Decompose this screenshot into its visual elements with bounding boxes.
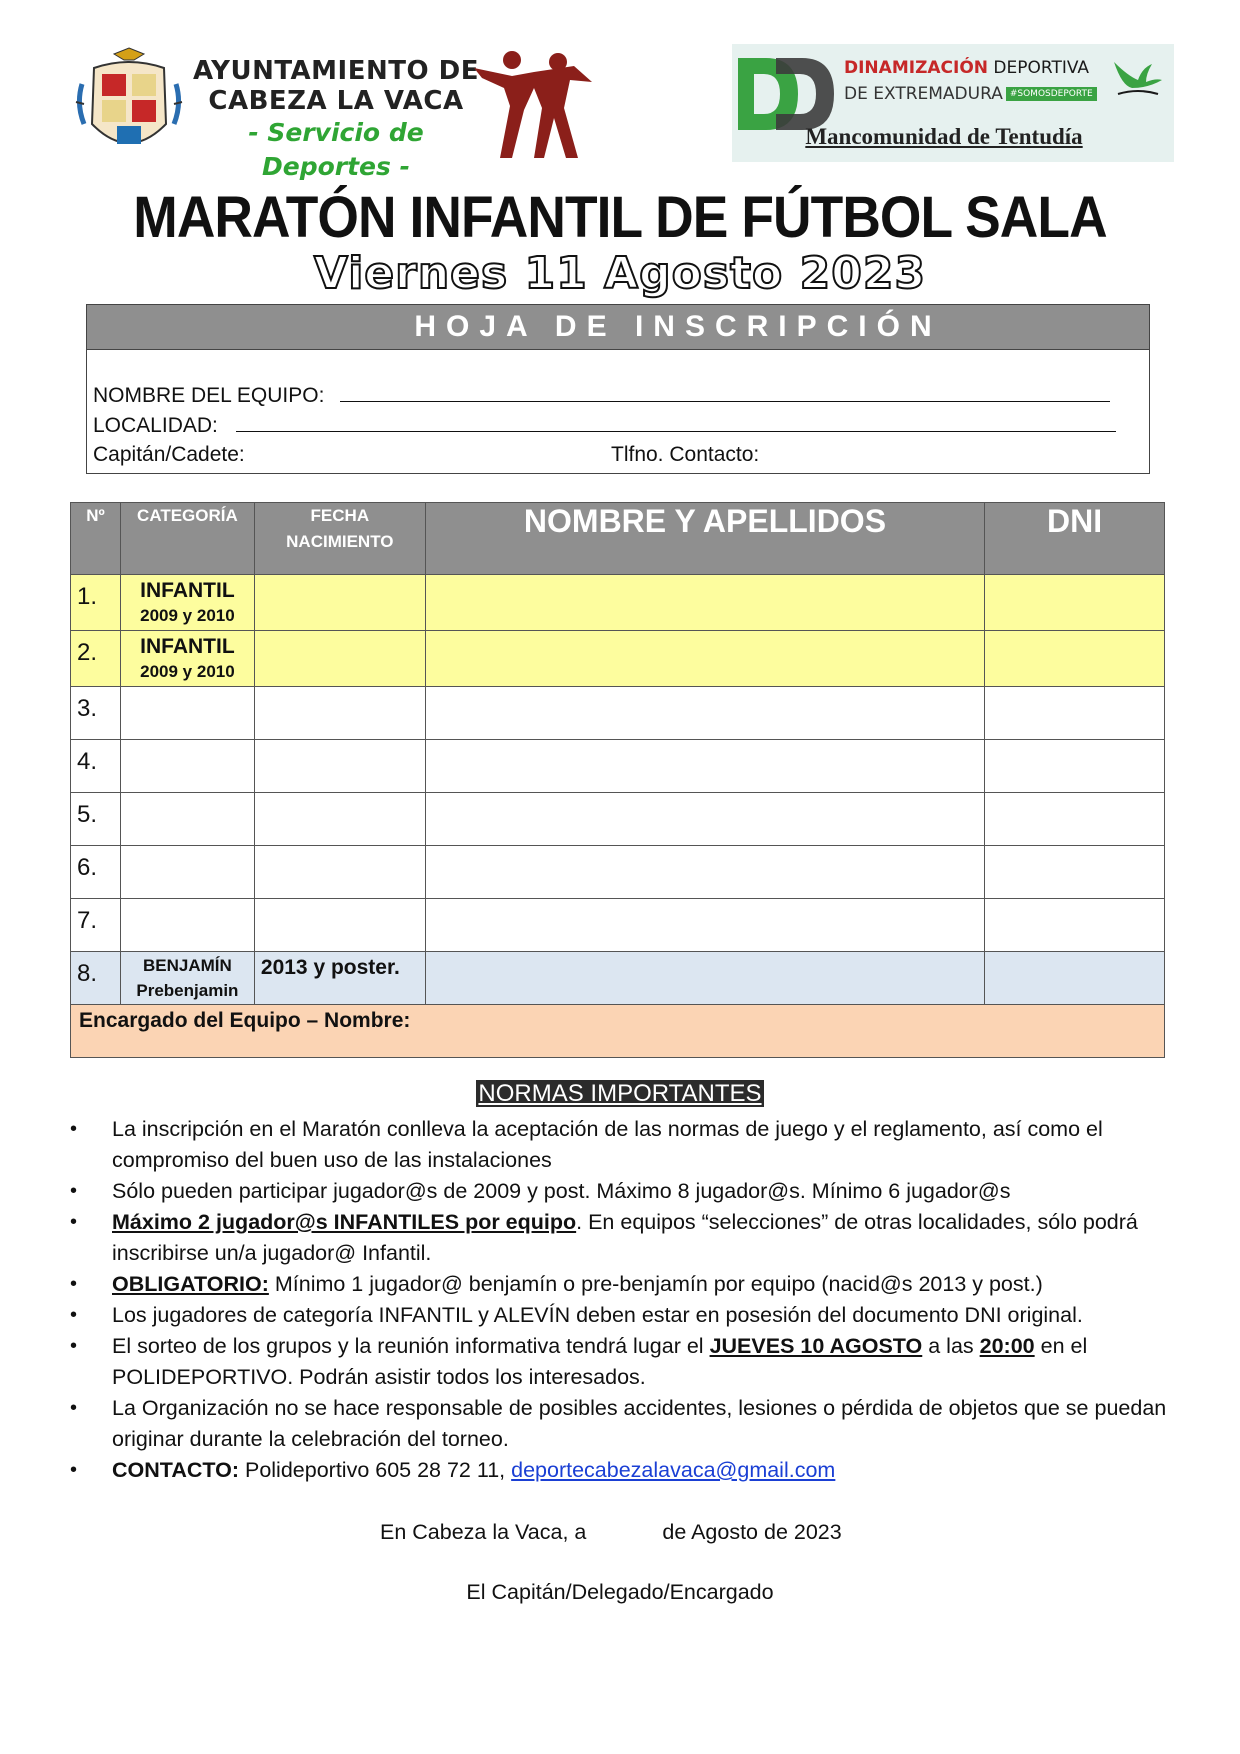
name-cell[interactable] <box>425 952 984 1005</box>
players-figures-icon <box>474 48 594 160</box>
category-cell[interactable] <box>120 793 254 846</box>
name-cell[interactable] <box>425 740 984 793</box>
row-category: BENJAMÍN Prebenjamin <box>120 952 254 1005</box>
captain-label: Capitán/Cadete: <box>93 443 245 466</box>
category-cell[interactable] <box>120 740 254 793</box>
signature-label: El Capitán/Delegado/Encargado <box>466 1580 774 1604</box>
category-cell[interactable] <box>120 899 254 952</box>
dd-logo-icon <box>736 54 836 134</box>
locality-underline <box>236 413 1116 432</box>
birthdate-cell[interactable] <box>254 846 425 899</box>
row-birthdate: 2013 y poster. <box>254 952 425 1005</box>
dd-line1: DINAMIZACIÓN DEPORTIVA <box>844 58 1090 78</box>
birthdate-cell[interactable] <box>254 631 425 687</box>
row-number: 2. <box>71 631 121 687</box>
roster-table <box>70 502 1165 1058</box>
row-number: 6. <box>71 846 121 899</box>
header-birthdate: FECHA NACIMIENTO <box>254 503 425 575</box>
name-cell[interactable] <box>425 899 984 952</box>
header-num: Nº <box>71 503 121 575</box>
name-cell[interactable] <box>425 575 984 631</box>
team-name-field[interactable] <box>93 383 1110 408</box>
table-row <box>71 846 1165 899</box>
list-item: • La inscripción en el Maratón conlleva la aceptación de las normas de juego y el reglamento, así como el compromiso del buen uso de las instalaciones <box>70 1117 1103 1172</box>
dni-cell[interactable] <box>985 575 1165 631</box>
list-item: • La Organización no se hace responsable de posibles accidentes, lesiones o pérdida de objetos que se puedan originar durante la celebración del torneo. <box>70 1396 1167 1451</box>
dinamizacion-deportiva-logo <box>732 44 1174 162</box>
registration-header: HOJA DE INSCRIPCIÓN <box>87 305 1149 350</box>
row-number: 5. <box>71 793 121 846</box>
row-number: 7. <box>71 899 121 952</box>
event-date: Viernes 11 Agosto 2023 <box>313 248 927 299</box>
category-cell[interactable] <box>120 687 254 740</box>
dni-cell[interactable] <box>985 793 1165 846</box>
locality-field[interactable] <box>93 413 1116 438</box>
captain-field[interactable] <box>93 443 245 467</box>
phone-field[interactable] <box>611 443 759 467</box>
list-item: • El sorteo de los grupos y la reunión informativa tendrá lugar el JUEVES 10 AGOSTO a las 20:00 en el POLIDEPORTIVO. Podrán asistir todos los interesados. <box>70 1334 1088 1389</box>
list-item: • OBLIGATORIO: Mínimo 1 jugador@ benjamín o pre-benjamín por equipo (nacid@s 2013 y post.) <box>70 1272 1043 1296</box>
header-category: CATEGORÍA <box>120 503 254 575</box>
list-item: • Máximo 2 jugador@s INFANTILES por equipo. En equipos “selecciones” de otras localidades, sólo podrá inscribirse un/a jugador@ Infantil. <box>70 1210 1138 1265</box>
normas-list <box>70 1114 1170 1486</box>
phone-label: Tlfno. Contacto: <box>611 443 760 466</box>
table-row <box>71 740 1165 793</box>
dni-cell[interactable] <box>985 952 1165 1005</box>
locality-label: LOCALIDAD: <box>93 414 218 437</box>
list-item: • CONTACTO: Polideportivo 605 28 72 11, deportecabezalavaca@gmail.com <box>70 1458 836 1482</box>
table-row <box>71 631 1165 687</box>
name-cell[interactable] <box>425 631 984 687</box>
bird-icon <box>1112 58 1164 98</box>
header-dni: DNI <box>985 503 1165 575</box>
row-category: INFANTIL 2009 y 2010 <box>120 575 254 631</box>
ayuntamiento-logo <box>74 44 594 181</box>
table-row <box>71 575 1165 631</box>
servicio-deportes: - Servicio de Deportes - <box>248 118 424 181</box>
team-name-label: NOMBRE DEL EQUIPO: <box>93 384 325 407</box>
row-number: 1. <box>71 575 121 631</box>
name-cell[interactable] <box>425 846 984 899</box>
list-item: • Los jugadores de categoría INFANTIL y ALEVÍN deben estar en posesión del documento DNI original. <box>70 1303 1083 1327</box>
mancomunidad-label: Mancomunidad de Tentudía <box>805 124 1083 149</box>
team-name-underline <box>340 383 1110 402</box>
registration-box <box>86 304 1150 474</box>
page-title: MARATÓN INFANTIL DE FÚTBOL SALA <box>133 185 1107 250</box>
ayuntamiento-line1: AYUNTAMIENTO DE <box>193 56 479 86</box>
dni-cell[interactable] <box>985 740 1165 793</box>
name-cell[interactable] <box>425 687 984 740</box>
dni-cell[interactable] <box>985 899 1165 952</box>
normas-title: NORMAS IMPORTANTES <box>478 1080 762 1107</box>
table-row <box>71 687 1165 740</box>
place-date-line: En Cabeza la Vaca, a de Agosto de 2023 <box>380 1520 842 1544</box>
name-cell[interactable] <box>425 793 984 846</box>
dni-cell[interactable] <box>985 846 1165 899</box>
birthdate-cell[interactable] <box>254 899 425 952</box>
dd-line2: DE EXTREMADURA #SOMOSDEPORTE <box>844 84 1097 104</box>
contact-email-link[interactable]: deportecabezalavaca@gmail.com <box>511 1458 836 1482</box>
row-number: 3. <box>71 687 121 740</box>
dd-hashtag: #SOMOSDEPORTE <box>1006 87 1097 101</box>
birthdate-cell[interactable] <box>254 687 425 740</box>
table-row <box>71 952 1165 1005</box>
encargado-field[interactable]: Encargado del Equipo – Nombre: <box>71 1005 1165 1058</box>
dni-cell[interactable] <box>985 687 1165 740</box>
header-name: NOMBRE Y APELLIDOS <box>425 503 984 575</box>
birthdate-cell[interactable] <box>254 740 425 793</box>
row-number: 8. <box>71 952 121 1005</box>
category-cell[interactable] <box>120 846 254 899</box>
row-category: INFANTIL 2009 y 2010 <box>120 631 254 687</box>
coat-of-arms-icon <box>74 44 184 162</box>
table-row <box>71 793 1165 846</box>
encargado-row <box>71 1005 1165 1058</box>
ayuntamiento-line2: CABEZA LA VACA <box>208 86 464 116</box>
list-item: • Sólo pueden participar jugador@s de 2009 y post. Máximo 8 jugador@s. Mínimo 6 jugador@s <box>70 1179 1011 1203</box>
table-header-row <box>71 503 1165 575</box>
birthdate-cell[interactable] <box>254 575 425 631</box>
row-number: 4. <box>71 740 121 793</box>
table-row <box>71 899 1165 952</box>
birthdate-cell[interactable] <box>254 793 425 846</box>
dni-cell[interactable] <box>985 631 1165 687</box>
